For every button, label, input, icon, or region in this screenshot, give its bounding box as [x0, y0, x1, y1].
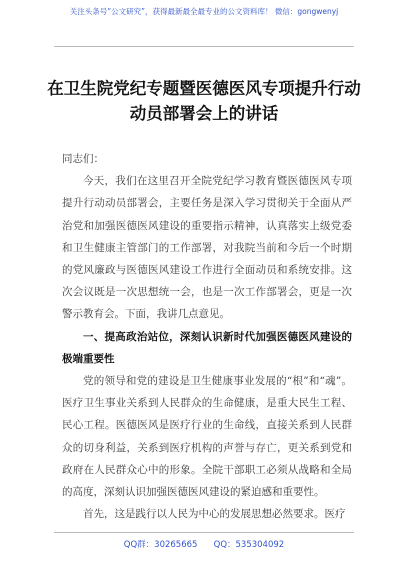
section-heading: 一、提高政治站位，深刻认识新时代加强医德医风建设的极端重要性	[62, 330, 352, 365]
paragraph-section-2: 首先，这是践行以人民为中心的发展思想必然要求。医疗	[83, 508, 346, 521]
footer-divider	[54, 532, 354, 533]
document-body	[62, 148, 352, 525]
paragraph-intro: 今天，我们在这里召开全院党纪学习教育暨医德医风专项提升行动动员部署会，主要任务是深入学习贯彻关于全面从严治党和加强医德医风建设的重要指示精神，认真落实上级党委和卫生健康主管部门的工作部署，对我院当前和今后一个时期的党风廉政与医德医风建设工作进行全面动员和系统安排。这次会议既是一次思想统一会，也是一次工作部署会，更是一次警示教育会。下面，我讲几点意见。	[62, 175, 352, 321]
footer-contact-text: QQ群：30265665 QQ：535304092	[123, 540, 285, 550]
header-divider	[54, 46, 354, 47]
document-title: 在卫生院党纪专题暨医德医风专项提升行动动员部署会上的讲话	[47, 79, 361, 123]
salutation: 同志们：	[62, 153, 104, 165]
paragraph-section-1: 党的领导和党的建设是卫生健康事业发展的“根”和“魂”。医疗卫生事业关系到人民群众的生命健康，是重大民生工程、民心工程。医德医风是医疗行业的生命线，直接关系到人民群众的切身利益，关系到医疗机构的声誉与存亡，更关系到党和政府在人民群众心中的形象。全院干部职工必须从战略和全局的高度，深刻认识加强医德医风建设的紧迫感和重要性。	[62, 375, 352, 499]
header-promo-text: 关注头条号“公文研究”，获得最新最全最专业的公文资料库！ 微信：gongwenyj	[69, 7, 339, 16]
